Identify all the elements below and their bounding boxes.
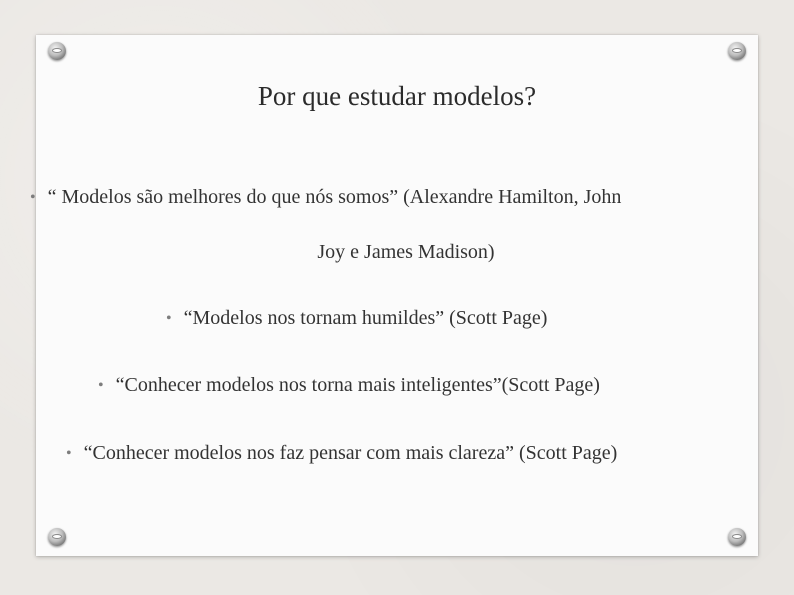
bullet-text: “Modelos nos tornam humildes” (Scott Page) bbox=[183, 307, 548, 329]
bullet-item-1-continuation: Joy e James Madison) bbox=[317, 241, 495, 263]
bullet-text: “Conhecer modelos nos faz pensar com mais clareza” (Scott Page) bbox=[83, 442, 618, 464]
bullet-icon: • bbox=[30, 189, 36, 206]
bullet-text: “Conhecer modelos nos torna mais inteligentes”(Scott Page) bbox=[115, 374, 600, 396]
slide-title: Por que estudar modelos? bbox=[257, 81, 537, 111]
bullet-icon: • bbox=[98, 377, 104, 394]
bullet-text: “ Modelos são melhores do que nós somos” (Alexandre Hamilton, John bbox=[47, 186, 622, 208]
bullet-icon: • bbox=[66, 445, 72, 462]
pushpin-icon bbox=[48, 42, 66, 60]
bullet-item-2 bbox=[166, 305, 547, 332]
bullet-icon: • bbox=[166, 310, 172, 327]
pushpin-icon bbox=[728, 528, 746, 546]
pushpin-icon bbox=[728, 42, 746, 60]
bullet-item-3 bbox=[98, 372, 600, 399]
pushpin-icon bbox=[48, 528, 66, 546]
bullet-item-4 bbox=[66, 440, 617, 467]
bullet-item-1 bbox=[30, 184, 621, 211]
